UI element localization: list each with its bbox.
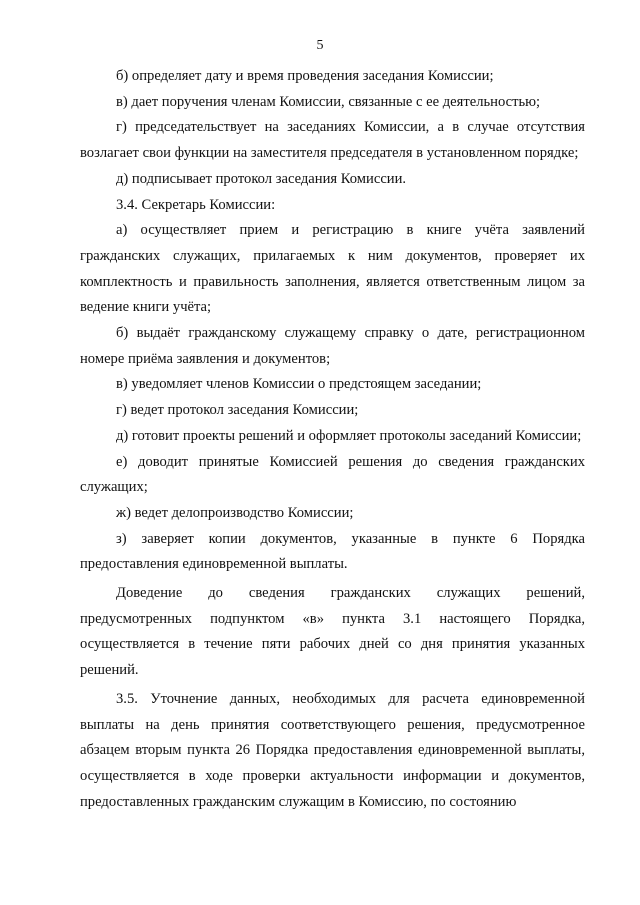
paragraph-d-signs-protocol: д) подписывает протокол заседания Комиссии. [116,170,407,187]
paragraph-g-presides: г) председательствует на заседаниях Комиссии, а в случае отсутствия возлагает свои функции на заместителя председателя в установленном порядке; [80,119,585,162]
paragraph-zh-record-keeping: ж) ведет делопроизводство Комиссии; [116,504,354,521]
paragraph-v-notifies-members: в) уведомляет членов Комиссии о предстоящем заседании; [116,376,482,393]
paragraph-b-issues-certificate: б) выдаёт гражданскому служащему справку о дате, регистрационном номере приёма заявления и документов; [80,325,585,367]
paragraph-d-prepares-drafts: д) готовит проекты решений и оформляет протоколы заседаний Комиссии; [116,427,582,444]
paragraph-a-registers-applications: а) осуществляет прием и регистрацию в книге учёта заявлений гражданских служащих, прилагаемых к ним документов, проверяет их комплектность и правильность заполнения, является ответственным лицом за ведение книги учёта; [80,222,585,316]
paragraph-z-certifies-copies: з) заверяет копии документов, указанные в пункте 6 Порядка предоставления единовременной выплаты. [80,530,585,573]
paragraph-v-gives-assignments: в) дает поручения членам Комиссии, связанные с ее деятельностью; [116,93,541,110]
document-body [80,64,585,815]
paragraph-notification-of-decisions: Доведение до сведения гражданских служащих решений, предусмотренных подпунктом «в» пункта 3.1 настоящего Порядка, осуществляется в течение пяти рабочих дней со дня принятия указанных решений. [80,585,585,679]
paragraph-e-communicates-decisions: е) доводит принятые Комиссией решения до сведения гражданских служащих; [80,453,585,496]
section-3-5-paragraph: 3.5. Уточнение данных, необходимых для расчета единовременной выплаты на день принятия соответствующего решения, предусмотренное абзацем вторым пункта 26 Порядка предоставления единовременной выплаты, осуществляется в ходе проверки актуальности информации и документов, предоставленных гражданским служащим в Комиссию, по состоянию [80,690,585,810]
page-number: 5 [316,38,324,53]
paragraph-g-keeps-protocol: г) ведет протокол заседания Комиссии; [116,402,359,419]
section-3-4-heading: 3.4. Секретарь Комиссии: [116,196,276,213]
paragraph-b-defines-date: б) определяет дату и время проведения заседания Комиссии; [116,68,494,84]
